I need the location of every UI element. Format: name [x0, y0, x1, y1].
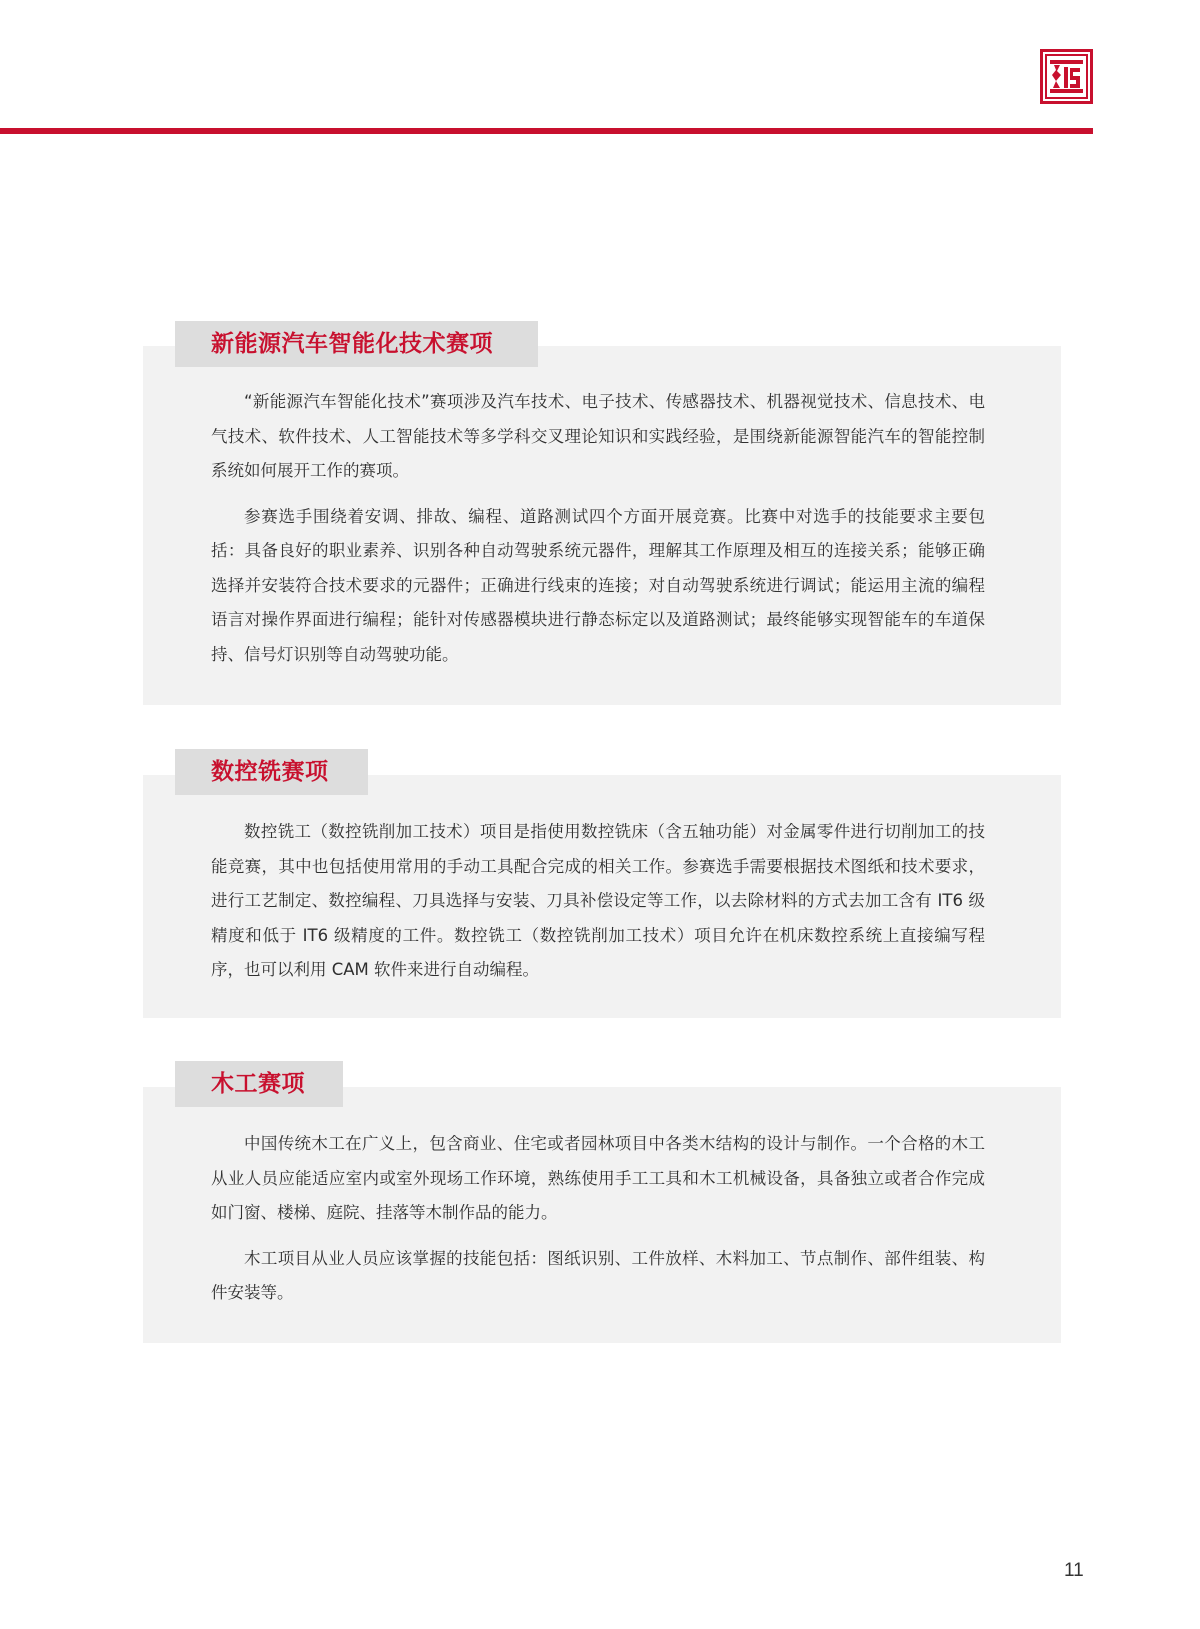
logo-icon [1040, 49, 1093, 104]
section-body [211, 1127, 985, 1322]
header-rule [0, 128, 1093, 134]
paragraph: 数控铣工（数控铣削加工技术）项目是指使用数控铣床（含五轴功能）对金属零件进行切削加工的技能竞赛，其中也包括使用常用的手动工具配合完成的相关工作。参赛选手需要根据技术图纸和技术要求，进行工艺制定、数控编程、刀具选择与安装、刀具补偿设定等工作，以去除材料的方式去加工含有 IT6 级精度和低于 IT6 级精度的工件。数控铣工（数控铣削加工技术）项目允许在机床数控系统上直接编写程序，也可以利用 CAM 软件来进行自动编程。 [211, 822, 985, 979]
paragraph: 中国传统木工在广义上，包含商业、住宅或者园林项目中各类木结构的设计与制作。一个合格的木工从业人员应能适应室内或室外现场工作环境，熟练使用手工工具和木工机械设备，具备独立或者合作完成如门窗、楼梯、庭院、挂落等木制作品的能力。 [211, 1134, 985, 1222]
paragraph: 参赛选手围绕着安调、排故、编程、道路测试四个方面开展竞赛。比赛中对选手的技能要求主要包括：具备良好的职业素养、识别各种自动驾驶系统元器件，理解其工作原理及相互的连接关系；能够正确选择并安装符合技术要求的元器件；正确进行线束的连接；对自动驾驶系统进行调试；能运用主流的编程语言对操作界面进行编程；能针对传感器模块进行静态标定以及道路测试；最终能够实现智能车的车道保持、信号灯识别等自动驾驶功能。 [211, 506, 985, 664]
section-body [211, 385, 985, 683]
section-body [211, 815, 985, 999]
section-title: 木工赛项 [175, 1061, 343, 1107]
paragraph: 木工项目从业人员应该掌握的技能包括：图纸识别、工件放样、木料加工、节点制作、部件组装、构件安装等。 [211, 1248, 985, 1302]
section-title: 新能源汽车智能化技术赛项 [175, 321, 538, 367]
section-title: 数控铣赛项 [175, 749, 368, 795]
page-number: 11 [1064, 1560, 1084, 1581]
paragraph: “新能源汽车智能化技术”赛项涉及汽车技术、电子技术、传感器技术、机器视觉技术、信息技术、电气技术、软件技术、人工智能技术等多学科交叉理论知识和实践经验，是围绕新能源智能汽车的智能控制系统如何展开工作的赛项。 [211, 392, 985, 480]
